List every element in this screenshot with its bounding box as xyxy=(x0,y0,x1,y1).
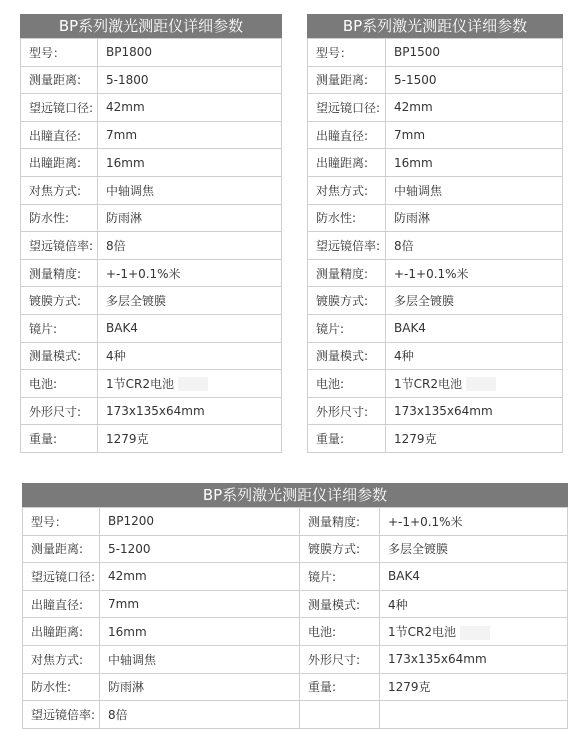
table-title: BP系列激光测距仪详细参数 xyxy=(22,483,568,507)
spec-value: 多层全镀膜 xyxy=(380,535,568,563)
table-title: BP系列激光测距仪详细参数 xyxy=(20,14,282,38)
spec-label: 重量: xyxy=(21,425,98,453)
watermark-patch xyxy=(466,377,496,391)
spec-value: +-1+0.1%米 xyxy=(386,259,563,287)
table-row xyxy=(23,508,568,536)
spec-label: 测量距离: xyxy=(21,66,98,94)
table-row xyxy=(308,232,563,260)
spec-label: 测量精度: xyxy=(308,259,386,287)
spec-value: 8倍 xyxy=(386,232,563,260)
spec-value: BP1200 xyxy=(100,508,300,536)
spec-label: 型号： xyxy=(308,39,386,67)
table-row xyxy=(21,66,282,94)
spec-value: 1节CR2电池 xyxy=(386,370,563,398)
spec-value: 7mm xyxy=(98,121,282,149)
spec-label: 出瞳直径: xyxy=(21,121,98,149)
spec-value: 中轴调焦 xyxy=(98,176,282,204)
spec-label: 测量距离: xyxy=(308,66,386,94)
spec-label: 型号： xyxy=(23,508,100,536)
spec-value: 173x135x64mm xyxy=(386,397,563,425)
spec-value: 1279克 xyxy=(380,673,568,701)
spec-label: 对焦方式: xyxy=(23,645,100,673)
spec-label: 型号： xyxy=(21,39,98,67)
spec-value: BAK4 xyxy=(98,314,282,342)
spec-label: 外形尺寸: xyxy=(21,397,98,425)
spec-table-bp1500 xyxy=(307,14,563,453)
spec-label: 外形尺寸: xyxy=(300,645,380,673)
spec-value: 7mm xyxy=(100,590,300,618)
spec-label: 对焦方式: xyxy=(21,176,98,204)
spec-table xyxy=(307,38,563,453)
spec-table xyxy=(20,38,282,453)
spec-label: 望远镜倍率: xyxy=(21,232,98,260)
spec-value: 5-1500 xyxy=(386,66,563,94)
table-row xyxy=(21,370,282,398)
spec-value: 8倍 xyxy=(100,701,300,729)
table-row xyxy=(21,397,282,425)
spec-value: 1279克 xyxy=(98,425,282,453)
table-row xyxy=(21,232,282,260)
spec-value: 42mm xyxy=(98,94,282,122)
spec-label: 测量模式: xyxy=(21,342,98,370)
table-row xyxy=(308,149,563,177)
spec-label: 出瞳直径: xyxy=(23,590,100,618)
spec-value xyxy=(380,701,568,729)
watermark-patch xyxy=(178,377,208,391)
table-row xyxy=(308,342,563,370)
spec-label: 望远镜倍率: xyxy=(23,701,100,729)
table-row xyxy=(21,342,282,370)
spec-label: 镀膜方式: xyxy=(300,535,380,563)
table-title: BP系列激光测距仪详细参数 xyxy=(307,14,563,38)
table-row xyxy=(308,259,563,287)
spec-value: 16mm xyxy=(386,149,563,177)
spec-value: 中轴调焦 xyxy=(386,176,563,204)
spec-value: +-1+0.1%米 xyxy=(98,259,282,287)
table-row xyxy=(21,121,282,149)
table-row xyxy=(23,535,568,563)
spec-value: 5-1200 xyxy=(100,535,300,563)
spec-label: 镜片: xyxy=(300,563,380,591)
spec-label: 测量精度: xyxy=(300,508,380,536)
spec-value: 5-1800 xyxy=(98,66,282,94)
spec-label: 望远镜口径: xyxy=(23,563,100,591)
spec-table-bp1200 xyxy=(22,483,568,729)
spec-label: 电池: xyxy=(308,370,386,398)
spec-label: 出瞳距离: xyxy=(23,618,100,646)
spec-label: 出瞳距离: xyxy=(21,149,98,177)
spec-label: 望远镜口径: xyxy=(308,94,386,122)
spec-label: 望远镜倍率: xyxy=(308,232,386,260)
spec-label: 望远镜口径: xyxy=(21,94,98,122)
table-row xyxy=(308,397,563,425)
spec-value: 16mm xyxy=(100,618,300,646)
table-row xyxy=(23,618,568,646)
table-row xyxy=(308,121,563,149)
spec-label: 测量距离: xyxy=(23,535,100,563)
table-row xyxy=(308,370,563,398)
table-row xyxy=(308,176,563,204)
spec-label: 重量: xyxy=(300,673,380,701)
table-row xyxy=(21,39,282,67)
spec-value: BAK4 xyxy=(380,563,568,591)
table-row xyxy=(308,39,563,67)
spec-label: 测量模式: xyxy=(308,342,386,370)
table-row xyxy=(308,425,563,453)
spec-value: 42mm xyxy=(386,94,563,122)
spec-label: 防水性: xyxy=(23,673,100,701)
spec-value: 1节CR2电池 xyxy=(98,370,282,398)
table-row xyxy=(21,314,282,342)
spec-table-bp1800 xyxy=(20,14,282,453)
table-row xyxy=(308,287,563,315)
spec-label: 测量模式: xyxy=(300,590,380,618)
spec-label: 镜片: xyxy=(308,314,386,342)
spec-value: BP1500 xyxy=(386,39,563,67)
spec-label: 电池: xyxy=(21,370,98,398)
spec-value: BP1800 xyxy=(98,39,282,67)
spec-value: 8倍 xyxy=(98,232,282,260)
spec-value: 4种 xyxy=(98,342,282,370)
spec-label: 对焦方式: xyxy=(308,176,386,204)
table-row xyxy=(308,314,563,342)
spec-table xyxy=(22,507,568,729)
spec-value: 防雨淋 xyxy=(98,204,282,232)
spec-value: 4种 xyxy=(386,342,563,370)
spec-value: 16mm xyxy=(98,149,282,177)
table-row xyxy=(21,259,282,287)
spec-label: 测量精度: xyxy=(21,259,98,287)
table-row xyxy=(23,590,568,618)
spec-label: 镀膜方式: xyxy=(21,287,98,315)
spec-label: 镀膜方式: xyxy=(308,287,386,315)
table-row xyxy=(23,701,568,729)
spec-value: 多层全镀膜 xyxy=(386,287,563,315)
spec-value: 1279克 xyxy=(386,425,563,453)
spec-value: +-1+0.1%米 xyxy=(380,508,568,536)
spec-value: 多层全镀膜 xyxy=(98,287,282,315)
spec-value: 173x135x64mm xyxy=(98,397,282,425)
spec-value: 4种 xyxy=(380,590,568,618)
spec-label: 外形尺寸: xyxy=(308,397,386,425)
spec-label: 防水性: xyxy=(308,204,386,232)
spec-label: 出瞳直径: xyxy=(308,121,386,149)
spec-value: 42mm xyxy=(100,563,300,591)
spec-label: 镜片: xyxy=(21,314,98,342)
spec-label: 防水性: xyxy=(21,204,98,232)
spec-value: 1节CR2电池 xyxy=(380,618,568,646)
table-row xyxy=(21,204,282,232)
spec-value: 173x135x64mm xyxy=(380,645,568,673)
spec-value: 中轴调焦 xyxy=(100,645,300,673)
table-row xyxy=(23,673,568,701)
spec-value: 7mm xyxy=(386,121,563,149)
table-row xyxy=(21,94,282,122)
table-row xyxy=(23,563,568,591)
table-row xyxy=(21,425,282,453)
table-row xyxy=(308,94,563,122)
table-row xyxy=(21,176,282,204)
spec-label: 出瞳距离: xyxy=(308,149,386,177)
spec-value: 防雨淋 xyxy=(386,204,563,232)
table-row xyxy=(21,287,282,315)
watermark-patch xyxy=(460,626,490,640)
table-row xyxy=(23,645,568,673)
spec-value: BAK4 xyxy=(386,314,563,342)
spec-label: 电池: xyxy=(300,618,380,646)
spec-label xyxy=(300,701,380,729)
table-row xyxy=(308,66,563,94)
table-row xyxy=(308,204,563,232)
spec-value: 防雨淋 xyxy=(100,673,300,701)
spec-label: 重量: xyxy=(308,425,386,453)
table-row xyxy=(21,149,282,177)
